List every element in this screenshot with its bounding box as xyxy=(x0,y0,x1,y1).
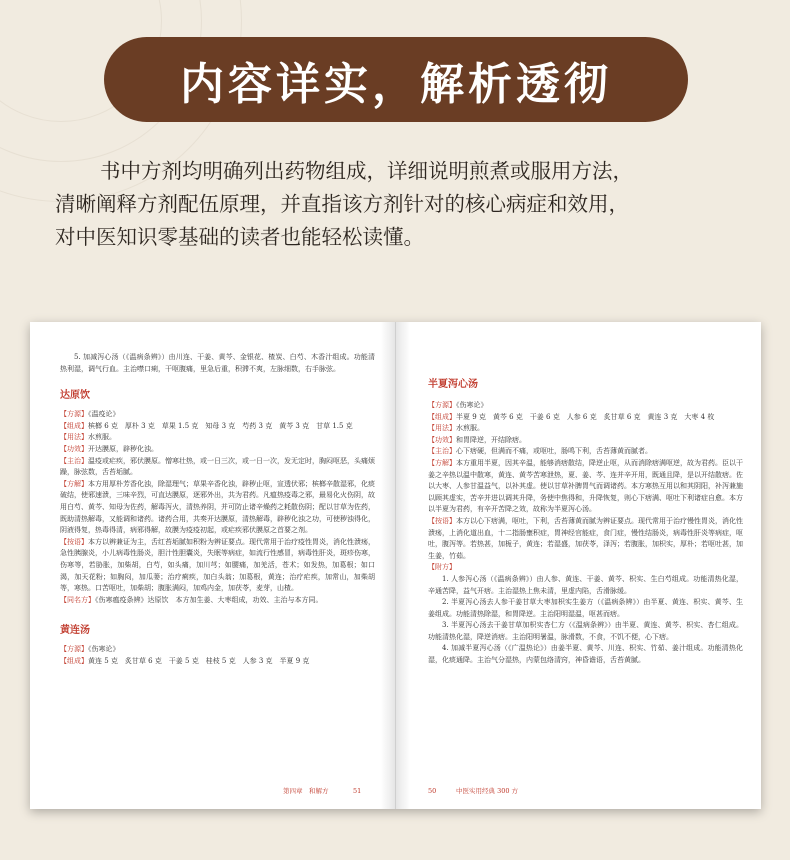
formula-title-banxia: 半夏泻心汤 xyxy=(428,379,478,390)
formula-source: 【方源】《伤寒论》 xyxy=(60,645,120,654)
variant-item: 2. 半夏泻心汤去人参干姜甘草大枣加枳实生姜方（《温病条辨》）由半夏、黄连、枳实、黄芩、生姜组成。功能清热除湿，和胃降逆。主治阳明湿温，呕甚而痞。 xyxy=(428,598,743,618)
previous-entry-text: 5. 加减泻心汤（《温病条辨》）由川连、干姜、黄芩、金银花、楂炭、白芍、木香汁组成。功能清热利湿，调气行血。主治噤口痢，干呕腹痛，里急后重，积滞不爽，左脉细数，右手脉弦。 xyxy=(60,353,375,373)
intro-paragraph xyxy=(55,155,755,254)
discussion-tag: 【按语】 xyxy=(428,516,456,525)
intro-line: 对中医知识零基础的读者也能轻松读懂。 xyxy=(55,225,424,249)
right-footer: 中医实用经典 300 方 xyxy=(456,787,519,795)
formula-discussion: 【按语】本方以辨兼证为主，舌红苔垢腻如积粉为辨证要点。现代常用于治疗疫性胃炎，消化性溃疡，急性胰腺炎，小儿病毒性肠炎，胆汁性胆囊炎，失眠等病症，如流行性感冒，病毒性肝炎，斑疹伤寒，伤寒等，若胁胀，加柴胡，白芍，如头痛，加川芎；如腰痛，加羌活，苍术；如发热，加葛根；如口渴，加天花粉；如胸闷，加瓜蒌；治疗痢疾，加白头翁；加葛根，黄连；治疗疟疾，加常山，加柴胡等，寒热。口苦呕吐，加柴胡；腹胀满闷，加鸡内金，加茯苓，麦芽，山楂。 xyxy=(60,537,375,593)
related-tag: 【同名方】 xyxy=(60,595,95,604)
composition-tag: 【组成】 xyxy=(428,412,456,421)
formula-related: 【同名方】《伤寒瘟疫条辨》达原饮 本方加生姜、大枣组成，功效、主治与本方同。 xyxy=(60,595,323,604)
title-banner xyxy=(104,37,688,122)
intro-line: 书中方剂均明确列出药物组成，详细说明煎煮或服用方法， xyxy=(100,159,633,183)
formula-usage: 【用法】水煎服。 xyxy=(428,424,484,433)
indication-tag: 【主治】 xyxy=(428,447,456,456)
formula-composition: 【组成】黄连 5 克 炙甘草 6 克 干姜 5 克 桂枝 5 克 人参 3 克 半夏 9 克 xyxy=(60,656,310,665)
intro-line: 清晰阐释方剂配伍原理，并直指该方剂针对的核心病症和效用， xyxy=(55,192,629,216)
variants-tag: 【附方】 xyxy=(428,563,456,572)
formula-source: 【方源】《伤寒论》 xyxy=(428,401,488,409)
formula-title-huanglian: 黄连汤 xyxy=(60,625,90,637)
effect-tag: 【功效】 xyxy=(60,444,88,453)
formula-source: 【方源】《温疫论》 xyxy=(60,410,120,419)
discussion-tag: 【按语】 xyxy=(60,537,88,546)
source-tag: 【方源】 xyxy=(428,401,456,409)
banner-title: 内容详实，解析透彻 xyxy=(180,58,612,110)
source-tag: 【方源】 xyxy=(60,645,88,654)
analysis-tag: 【方解】 xyxy=(428,458,456,467)
composition-tag: 【组成】 xyxy=(60,656,88,665)
analysis-tag: 【方解】 xyxy=(60,479,88,488)
usage-tag: 【用法】 xyxy=(60,433,88,442)
source-tag: 【方源】 xyxy=(60,410,88,419)
formula-discussion: 【按语】本方以心下痞满，呕吐，下利，舌苔薄黄而腻为辨证要点。现代常用于治疗慢性胃炎，消化性溃疡，上消化道出血，十二指肠壅积症，胃神经官能症，食门症，慢性结肠炎，病毒性肝炎等病症，呕吐，腹泻等。若热甚，加栀子，黄连；若湿盛，加茯苓，泽泻；若腹胀，加枳实，厚朴；若呕吐甚，加生姜，竹茹。 xyxy=(428,516,743,560)
variant-item: 4. 加减半夏泻心汤（《广温热论》）由姜半夏、黄芩、川连、枳实、竹茹、姜汁组成。功能清热化湿，化痰通降。主治气分湿热，内蒙包络清窍，神昏谵语，舌苔黄腻。 xyxy=(428,644,743,665)
formula-analysis: 【方解】本方重用半夏，因其辛温，能够消痞散结，降逆止呕，从而消除痞满呕逆，故为君药。臣以干姜之辛热以温中散寒，黄连、黄芩苦寒泄热，夏、姜、芩、连并辛开用，既通且降，是以开结散痞。佐以大枣、人参甘温益气，以补其虚。使以甘草补脾胃气而调诸药。本方寒热互用以和其阴阳，补泻兼施以顾其虚实，苦辛并进以调其升降，务使中焦得和，升降恢复，则心下痞满、呕吐下利诸症自愈。本方以半夏为君药，有辛开苦降之效，故称为半夏泻心汤。 xyxy=(428,458,743,514)
left-page-number: 51 xyxy=(353,787,362,795)
open-book xyxy=(30,322,761,809)
formula-effect: 【功效】和胃降逆，开结除痞。 xyxy=(428,435,526,444)
formula-analysis: 【方解】本方用厚朴芳香化浊，除湿理气；草果辛香化浊，辟秽止呕，宣透伏邪；槟榔辛散湿邪，化痰破结，使邪速溃，三味辛烈，可直达膜原，逐邪外出，共为君药。凡瘟热疫毒之邪，最易化火伤阴，故用白芍、黄芩、知母为佐药，解毒泻火，清热养阴，并可防止诸辛燥药之耗散伤阴；配以甘草为佐药，既助清热解毒，又能调和诸药。诸药合用，共奏开达膜原，清热解毒，辟秽化浊之功，可使秽浊得化，阴液得复，热毒得清，病邪得解，故膜为疫疫初起，或疟疾邪伏膜原之首要之剂。 xyxy=(60,479,375,535)
formula-effect: 【功效】开达膜原，辟秽化浊。 xyxy=(60,444,158,453)
formula-variants-heading xyxy=(428,562,743,574)
formula-composition: 【组成】槟榔 6 克 厚朴 3 克 草果 1.5 克 知母 3 克 芍药 3 克 黄芩 3 克 甘草 1.5 克 xyxy=(60,421,353,430)
left-footer: 第四章 和解方 xyxy=(283,787,329,795)
left-page xyxy=(30,322,395,809)
right-page-number: 50 xyxy=(428,787,437,795)
right-page xyxy=(396,322,761,809)
formula-indication: 【主治】心下痞硬，但满而不痛，或呕吐，肠鸣下利，舌苔薄黄而腻者。 xyxy=(428,447,652,456)
composition-tag: 【组成】 xyxy=(60,421,88,430)
formula-composition: 【组成】半夏 9 克 黄芩 6 克 干姜 6 克 人参 6 克 炙甘草 6 克 黄连 3 克 大枣 4 枚 xyxy=(428,412,715,421)
variant-item: 3. 半夏泻心汤去干姜甘草加枳实杏仁方（《温病条辨》）由半夏、黄连、黄芩、枳实、杏仁组成。功能清热化湿，降逆消痞。主治阳明暑温，脉滑数，不食，不饥不便，心下痞。 xyxy=(428,621,743,641)
usage-tag: 【用法】 xyxy=(428,424,456,433)
formula-indication: 【主治】温疫或疟疾，邪伏膜原。憎寒壮热，或一日三次，或一日一次，发无定时，胸闷呕恶，头痛烦躁，脉弦数，舌苔垢腻。 xyxy=(60,456,375,477)
formula-usage: 【用法】水煎服。 xyxy=(60,433,116,442)
formula-title-dayuanyin: 达原饮 xyxy=(60,390,90,402)
indication-tag: 【主治】 xyxy=(60,456,88,465)
effect-tag: 【功效】 xyxy=(428,435,456,444)
variant-item: 1. 人参泻心汤（《温病条辨》）由人参、黄连、干姜、黄芩、枳实、生白芍组成。功能清热化湿，辛通苦降，益气开痞。主治湿热上焦未清，里虚内陷，舌滑脉缓。 xyxy=(428,574,743,595)
